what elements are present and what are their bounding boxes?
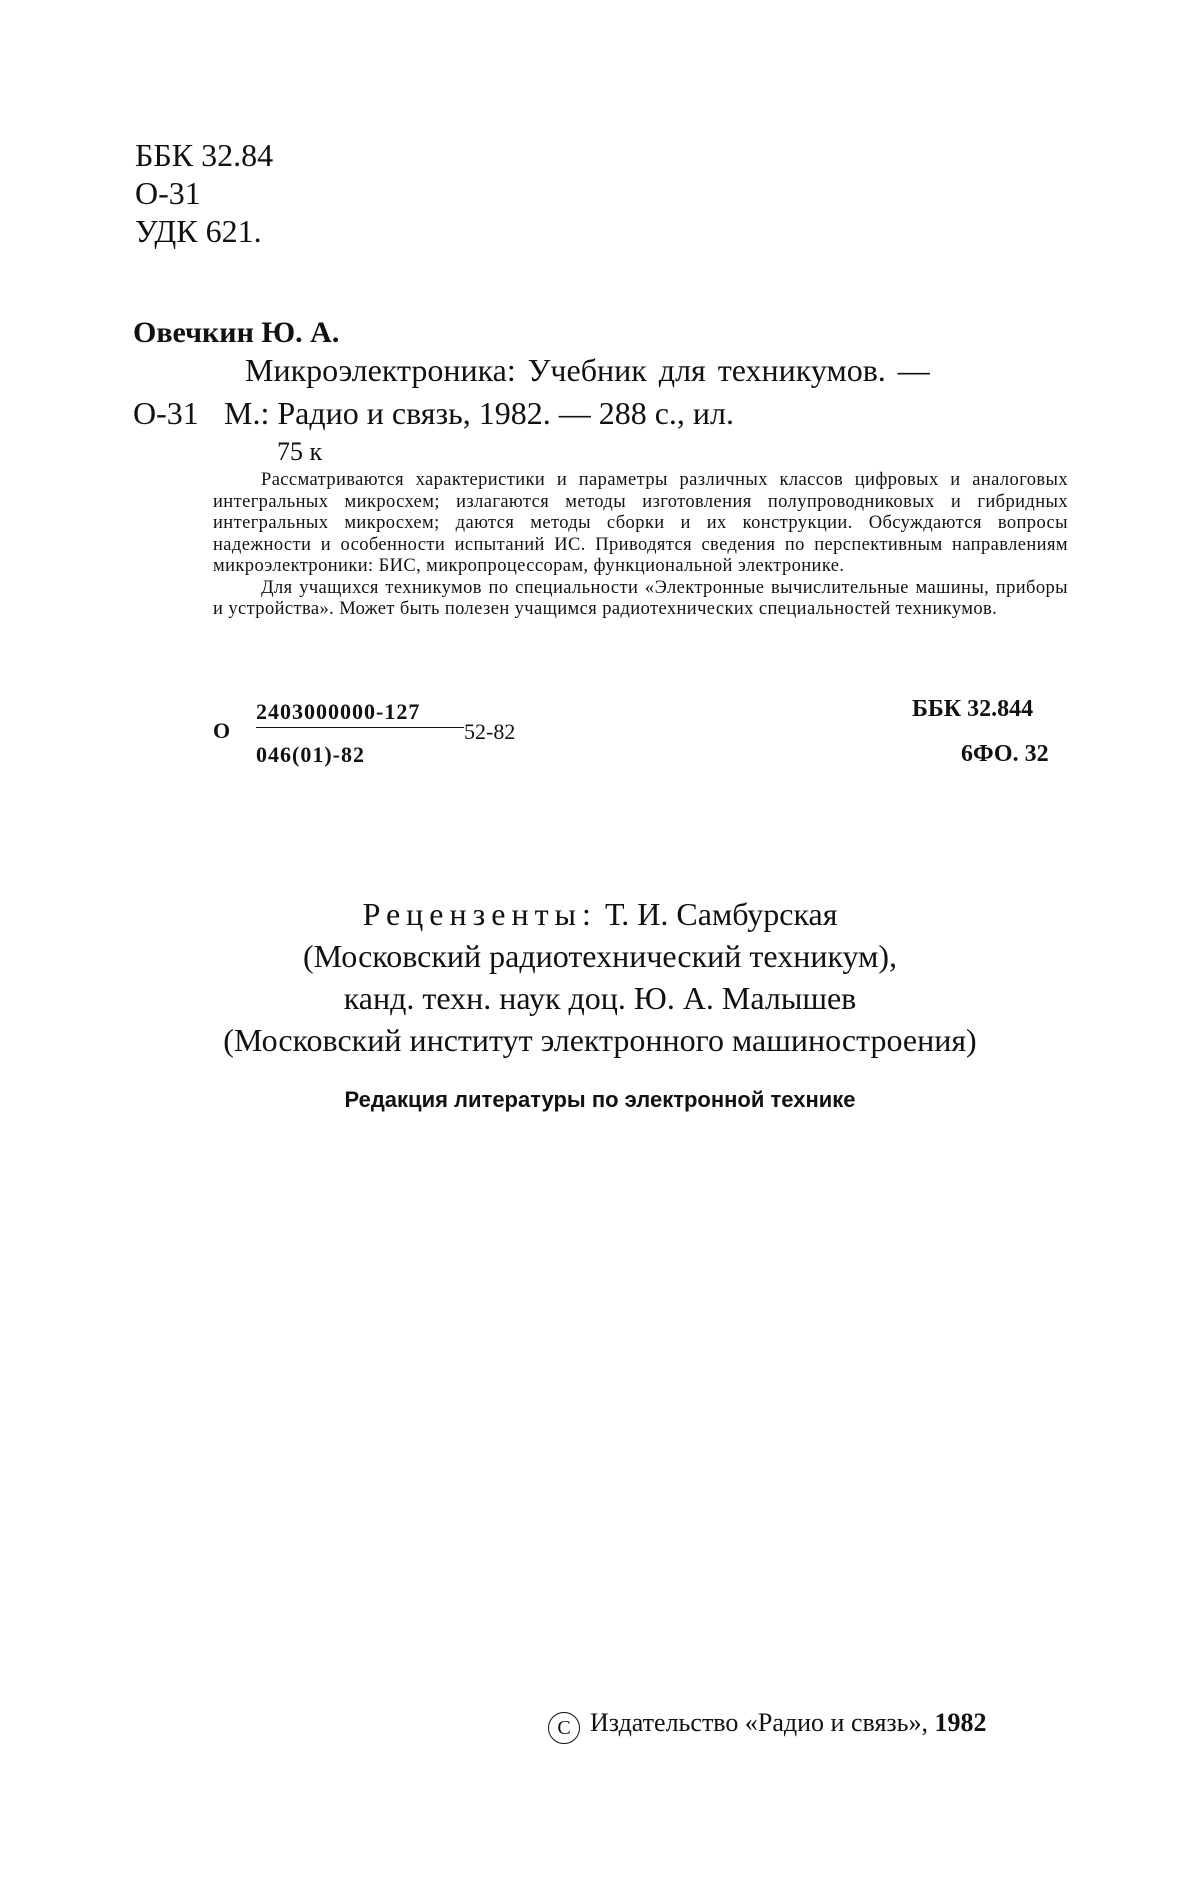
classification-denominator: 046(01)-82 (256, 742, 365, 767)
abstract-paragraph-content: Рассматриваются характеристики и параметры различных классов цифровых и аналоговых интегральных микросхем; излагаются методы изготовления полупроводниковых и гибридных интегральных микросхем; даются методы сборки и их конструкции. Обсуждаются вопросы надежности и особенности испытаний ИС. Приводятся сведения по перспективным направлениям микроэлектроники: БИС, микропроцессорам, функциональной электронике. (213, 470, 1068, 576)
classification-numerator: 2403000000-127 (256, 699, 421, 724)
abstract-paragraph-audience: Для учащихся техникумов по специальности «Электронные вычислительные машины, приборы и устройства». Может быть полезен учащимся радиотехнических специальностей техникумов. (213, 577, 1068, 619)
author-name: Овечкин Ю. А. (133, 316, 340, 349)
reviewers-line-1 (0, 893, 1200, 935)
entry-code: О-31 (133, 395, 199, 431)
bbk-code: ББК 32.844 (912, 696, 1034, 722)
reviewers-label: Рецензенты: (362, 896, 597, 932)
price: 75 к (277, 437, 323, 466)
reviewer-2: канд. техн. наук доц. Ю. А. Малышев (343, 980, 857, 1016)
classification-side-number: 52-82 (464, 719, 516, 744)
copyright-publisher: Издательство «Радио и связь», (590, 1708, 929, 1737)
abstract (213, 470, 1068, 621)
editorial-office: Редакция литературы по электронной технике (344, 1087, 856, 1112)
fraction-line (256, 727, 464, 728)
author-code: О-31 (135, 175, 201, 211)
book-title-line: Микроэлектроника: Учебник для техникумов. — (245, 352, 930, 388)
bbk-index: ББК 32.84 (135, 137, 274, 173)
copyright-notice (548, 1708, 987, 1744)
reviewers-block (0, 893, 1200, 1061)
classification-letter: О (213, 718, 231, 743)
reviewer-1-affiliation: (Московский радиотехнический техникум), (302, 938, 898, 974)
udk-index: УДК 621. (135, 213, 262, 249)
classification-index (135, 136, 273, 250)
bfo-code: 6ФО. 32 (961, 741, 1049, 767)
copyright-year: 1982 (934, 1708, 987, 1737)
copyright-icon: С (548, 1712, 580, 1744)
reviewer-1: Т. И. Самбурская (596, 896, 838, 932)
reviewer-2-affiliation: (Московский институт электронного машиностроения) (223, 1022, 977, 1058)
publication-details: М.: Радио и связь, 1982. — 288 с., ил. (224, 395, 735, 431)
